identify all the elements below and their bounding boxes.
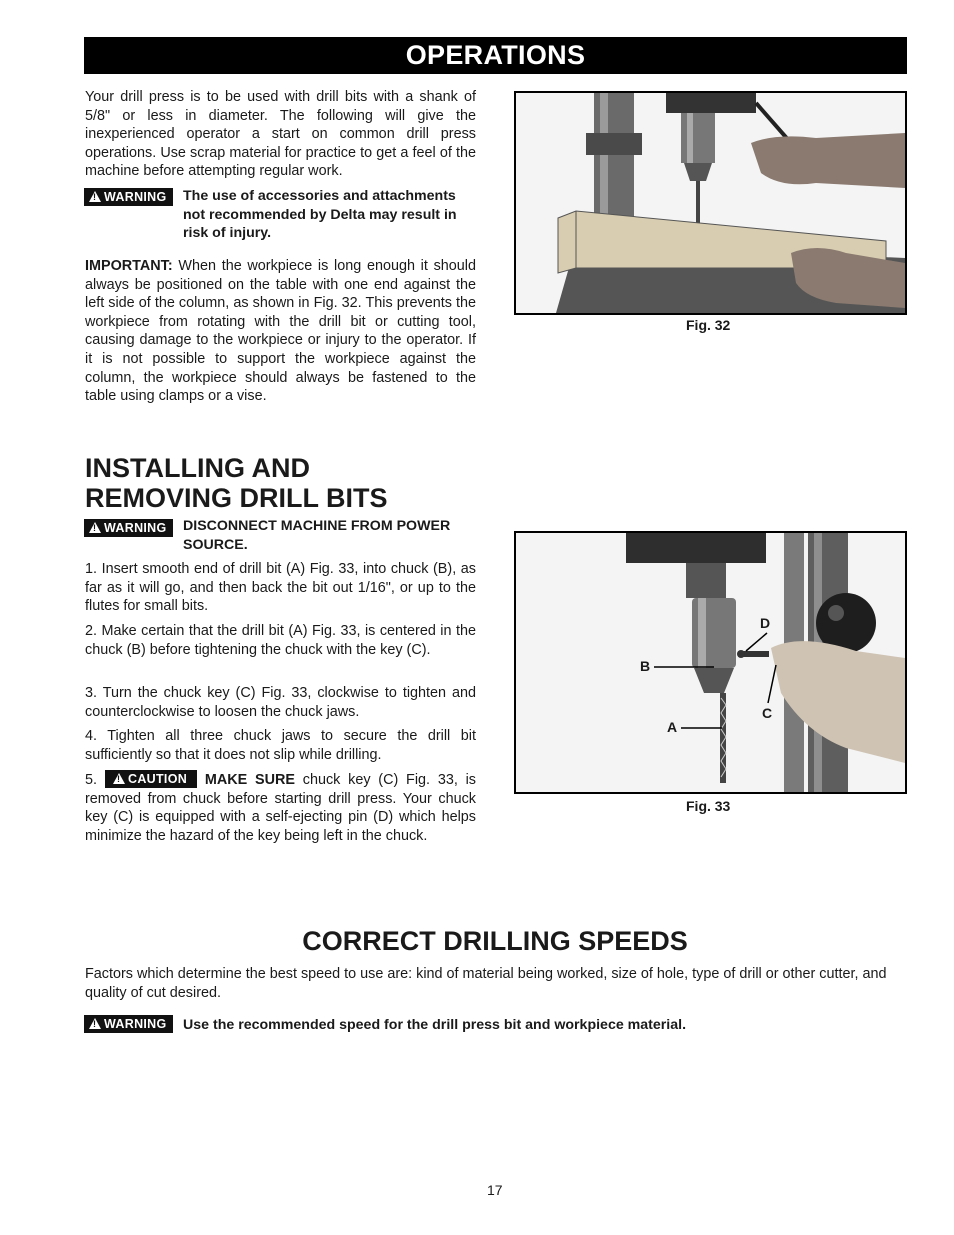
caution-triangle-icon <box>113 773 125 784</box>
figure-33-photo <box>514 531 907 794</box>
intro-paragraph: Your drill press is to be used with drill bits with a shank of 5/8" or less in diameter. The following will give the inexperienced operator a start on common drill press operations. Use scrap material for practice to get a feel of the machine before attempting regular work. <box>85 89 476 180</box>
speeds-paragraph: Factors which determine the best speed to use are: kind of material being worked, size of hole, type of drill or other cutter, and quality of cut desired. <box>85 966 887 1001</box>
installing-heading-line1: INSTALLING AND <box>85 453 310 483</box>
caution-badge <box>105 770 197 788</box>
important-paragraph <box>85 257 476 406</box>
callout-d: D <box>760 615 771 631</box>
chuck-and-key-illustration <box>516 533 905 792</box>
step-3: 3. Turn the chuck key (C) Fig. 33, clockwise to tighten and counterclockwise to loosen the chuck jaws. <box>85 685 476 720</box>
callout-a: A <box>667 719 678 735</box>
warning-badge-label: WARNING <box>104 521 167 535</box>
step-1: 1. Insert smooth end of drill bit (A) Fig. 33, into chuck (B), as far as it will go, and then back the bit out 1/16", or up to the flutes for small bits. <box>85 561 476 615</box>
speeds-heading: CORRECT DRILLING SPEEDS <box>302 926 688 956</box>
callout-b: B <box>640 658 651 674</box>
callout-c: C <box>762 705 773 721</box>
step-5-emphasis: MAKE SURE <box>204 772 295 788</box>
warning-badge <box>84 188 173 206</box>
warning-badge <box>84 1015 173 1033</box>
installing-heading <box>85 453 388 513</box>
warning-badge-label: WARNING <box>104 190 167 204</box>
installing-heading-line2: REMOVING DRILL BITS <box>85 483 388 513</box>
warning-triangle-icon <box>89 1018 101 1029</box>
figure-33-caption: Fig. 33 <box>686 798 731 814</box>
step-5-number: 5. <box>85 772 98 788</box>
step-5 <box>85 770 476 845</box>
warning-triangle-icon <box>89 191 101 202</box>
page-number: 17 <box>487 1182 503 1198</box>
important-label: IMPORTANT: <box>85 258 173 274</box>
warning-accessories-text: The use of accessories and attachments not recommended by Delta may result in risk of injury. <box>183 188 457 242</box>
figure-32-caption: Fig. 32 <box>686 317 731 333</box>
drill-press-workpiece-illustration <box>516 93 905 313</box>
step-4: 4. Tighten all three chuck jaws to secure the drill bit sufficiently so that it does not slip while drilling. <box>85 728 476 763</box>
warning-triangle-icon <box>89 522 101 533</box>
figure-32-photo <box>514 91 907 315</box>
step-2: 2. Make certain that the drill bit (A) Fig. 33, is centered in the chuck (B) before tightening the chuck with the key (C). <box>85 623 476 658</box>
warning-speed-text: Use the recommended speed for the drill press bit and workpiece material. <box>183 1017 687 1033</box>
important-text: When the workpiece is long enough it should always be positioned on the table with one end against the left side of the column, as shown in Fig. 32. This prevents the workpiece from rotating with the drill bit or cutting tool, causing damage to the workpiece or injury to the operator. If it is not possible to support the workpiece against the column, the workpiece should always be fastened to the table using clamps or a vise. <box>85 258 476 405</box>
warning-badge <box>84 519 173 537</box>
step-5-text: chuck key (C) Fig. 33, is removed from chuck before starting drill press. Your chuck key (C) is equipped with a self-ejecting pin (D) which helps minimize the hazard of the key being left in the chuck. <box>85 772 476 844</box>
warning-badge-label: WARNING <box>104 1017 167 1031</box>
warning-disconnect-text: DISCONNECT MACHINE FROM POWER SOURCE. <box>183 518 451 553</box>
caution-badge-label: CAUTION <box>128 772 188 786</box>
section-banner-operations: OPERATIONS <box>84 37 907 74</box>
